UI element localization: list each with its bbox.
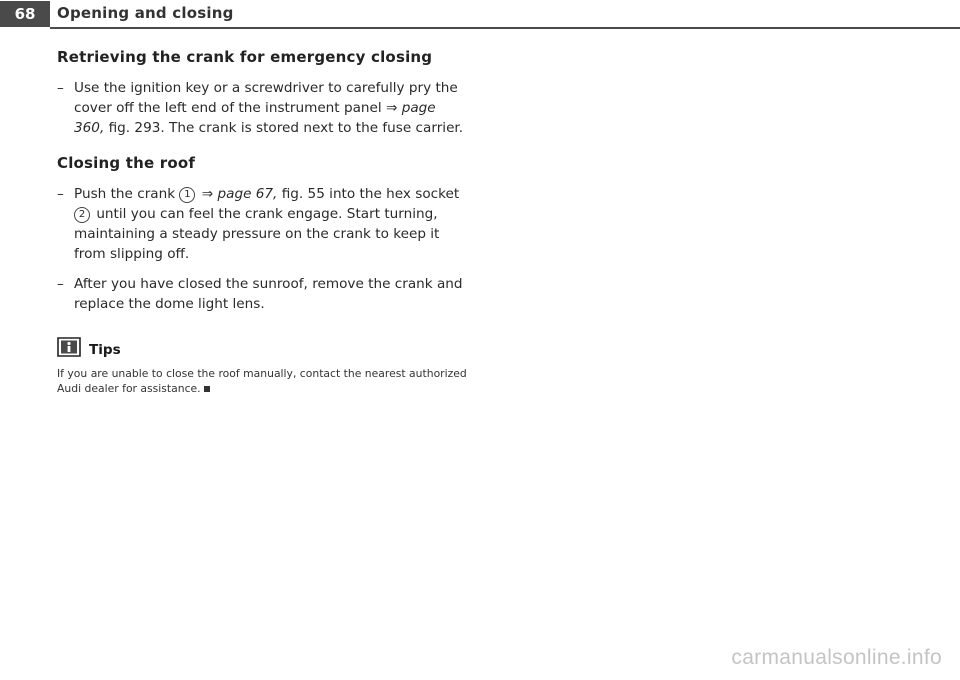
tips-box xyxy=(57,336,467,396)
tips-header xyxy=(57,336,467,358)
closing-roof-heading: Closing the roof xyxy=(57,154,196,172)
callout-number-2: 2 xyxy=(74,207,90,223)
step-dash: – xyxy=(57,80,64,96)
step-dash: – xyxy=(57,276,64,292)
watermark: carmanualsonline.info xyxy=(731,646,942,669)
info-icon xyxy=(57,337,81,357)
page-reference: page 67, xyxy=(217,186,278,202)
step-dash: – xyxy=(57,186,64,202)
callout-number-1: 1 xyxy=(179,187,195,203)
tips-text xyxy=(57,366,477,396)
header-divider xyxy=(50,27,960,29)
step-text: fig. 55 into the hex socket xyxy=(277,186,460,202)
retrieving-crank-heading: Retrieving the crank for emergency closing xyxy=(57,48,433,66)
closing-step-1 xyxy=(57,184,467,264)
step-text: Push the crank xyxy=(74,186,180,202)
tips-body: If you are unable to close the roof manually, contact the nearest authorized Audi dealer for assistance. xyxy=(57,367,467,395)
step-text: After you have closed the sunroof, remove the crank and replace the dome light lens. xyxy=(74,276,463,312)
page-reference: page 360, xyxy=(74,100,436,136)
page-number-tab: 68 xyxy=(0,1,50,27)
end-mark xyxy=(204,386,210,392)
step-text: until you can feel the crank engage. Start turning, maintaining a steady pressure on the crank to keep it from slipping off. xyxy=(74,206,440,262)
tips-label: Tips xyxy=(89,342,121,358)
step-text: fig. 293. The crank is stored next to the fuse carrier. xyxy=(104,120,464,136)
section-header-title: Opening and closing xyxy=(57,4,234,22)
step-text: Use the ignition key or a screwdriver to carefully pry the cover off the left end of the instrument panel ⇒ xyxy=(74,80,458,116)
retrieve-step-1 xyxy=(57,78,467,138)
closing-step-2 xyxy=(57,274,467,314)
step-text: ⇒ xyxy=(197,186,218,202)
main-content xyxy=(57,48,467,396)
